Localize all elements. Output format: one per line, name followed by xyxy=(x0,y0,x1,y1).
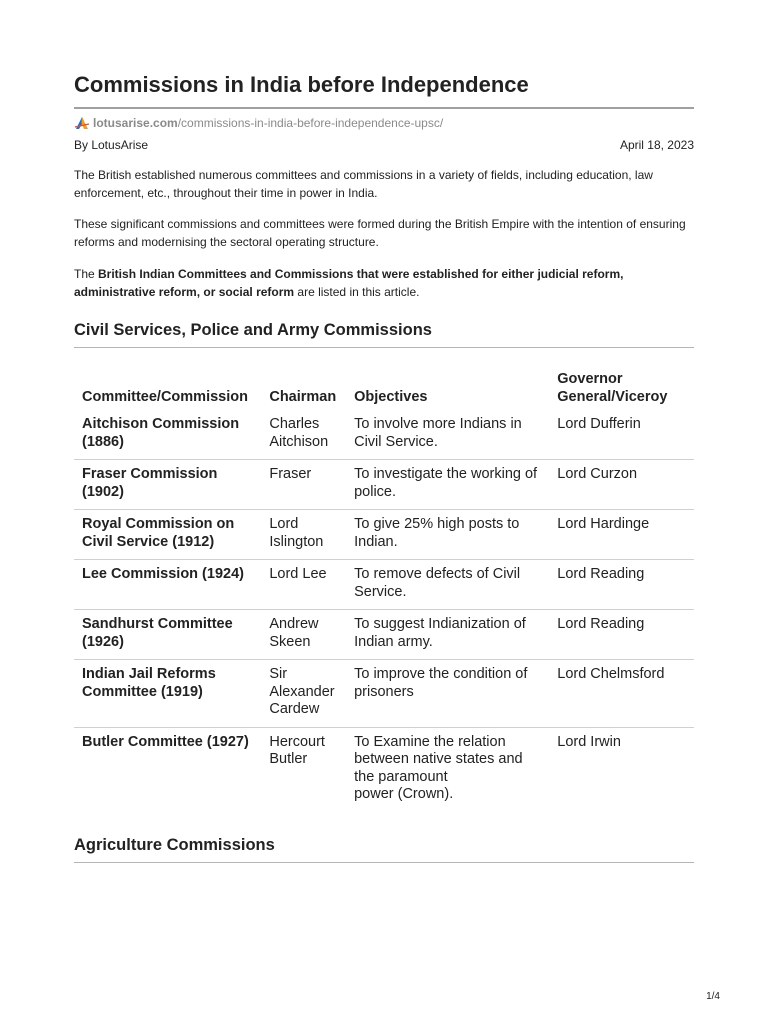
intro-p3-bold: British Indian Committees and Commissions that were established for either judicial reform, administrative reform, or social reform xyxy=(74,267,624,299)
table-row xyxy=(74,460,694,510)
cell-governor: Lord Reading xyxy=(557,616,645,632)
cell-chairman: Fraser xyxy=(269,466,312,482)
column-header-chairman: Chairman xyxy=(269,389,337,405)
column-header-committee: Committee/Commission xyxy=(82,389,248,405)
section-divider xyxy=(74,862,694,863)
cell-committee: Indian Jail Reforms Committee (1919) xyxy=(82,666,216,700)
intro-paragraph-2: These significant commissions and committees were formed during the British Empire with the intention of ensuring reforms and modernising the sectoral operating structure. xyxy=(74,217,686,249)
cell-objective: To involve more Indians in Civil Service. xyxy=(354,416,522,450)
byline xyxy=(74,138,694,152)
commissions-table xyxy=(74,364,694,812)
intro-p3-prefix: The xyxy=(74,267,99,281)
intro-p3-suffix: are listed in this article. xyxy=(294,285,420,299)
intro-paragraph-3 xyxy=(74,265,694,301)
cell-chairman: Lord Islington xyxy=(269,516,324,550)
section-heading-agriculture: Agriculture Commissions xyxy=(74,835,275,854)
page-title: Commissions in India before Independence xyxy=(74,72,529,97)
source-url[interactable] xyxy=(74,114,694,132)
table-row xyxy=(74,610,694,660)
lotusarise-logo-icon xyxy=(74,115,90,131)
cell-committee: Royal Commission on Civil Service (1912) xyxy=(82,516,235,550)
column-header-objectives: Objectives xyxy=(354,389,428,405)
section-heading-civil-services: Civil Services, Police and Army Commissions xyxy=(74,321,432,339)
cell-governor: Lord Hardinge xyxy=(557,516,650,532)
table-row xyxy=(74,410,694,460)
cell-committee: Aitchison Commission (1886) xyxy=(82,416,240,450)
intro-paragraph-1: The British established numerous committees and commissions in a variety of fields, including education, law enforcement, etc., throughout their time in power in India. xyxy=(74,168,653,200)
table-row xyxy=(74,660,694,728)
cell-governor: Lord Chelmsford xyxy=(557,666,665,682)
cell-governor: Lord Reading xyxy=(557,566,645,582)
cell-objective: To remove defects of Civil Service. xyxy=(354,566,521,600)
cell-objective: To suggest Indianization of Indian army. xyxy=(354,616,526,650)
cell-governor: Lord Irwin xyxy=(557,733,621,750)
section-divider xyxy=(74,347,694,348)
cell-governor: Lord Dufferin xyxy=(557,416,641,432)
source-path[interactable]: /commissions-in-india-before-independence-upsc/ xyxy=(177,116,444,130)
table-row xyxy=(74,510,694,560)
column-header-governor: Governor General/Viceroy xyxy=(557,371,668,405)
cell-governor: Lord Curzon xyxy=(557,466,638,482)
table-row xyxy=(74,560,694,610)
page-number: 1/4 xyxy=(706,991,720,1002)
cell-objective: To give 25% high posts to Indian. xyxy=(354,516,520,550)
cell-chairman: Charles Aitchison xyxy=(269,416,329,450)
source-domain[interactable]: lotusarise.com xyxy=(93,116,178,130)
cell-objective: To improve the condition of prisoners xyxy=(354,666,528,700)
cell-chairman: Hercourt Butler xyxy=(269,733,325,767)
cell-committee: Butler Committee (1927) xyxy=(82,733,249,750)
article xyxy=(74,70,694,863)
table-row xyxy=(74,727,694,812)
cell-chairman: Lord Lee xyxy=(269,566,327,582)
publish-date: April 18, 2023 xyxy=(619,138,694,152)
table-header-row xyxy=(74,364,694,410)
cell-chairman: Andrew Skeen xyxy=(269,616,319,650)
author: By LotusArise xyxy=(74,138,149,152)
cell-committee: Fraser Commission (1902) xyxy=(82,466,218,500)
cell-objective: To Examine the relation between native states and the paramount power (Crown). xyxy=(354,733,523,802)
cell-committee: Lee Commission (1924) xyxy=(82,566,244,582)
cell-committee: Sandhurst Committee (1926) xyxy=(82,616,233,650)
cell-objective: To investigate the working of police. xyxy=(354,466,538,500)
cell-chairman: Sir Alexander Cardew xyxy=(269,666,335,717)
title-divider xyxy=(74,107,694,109)
